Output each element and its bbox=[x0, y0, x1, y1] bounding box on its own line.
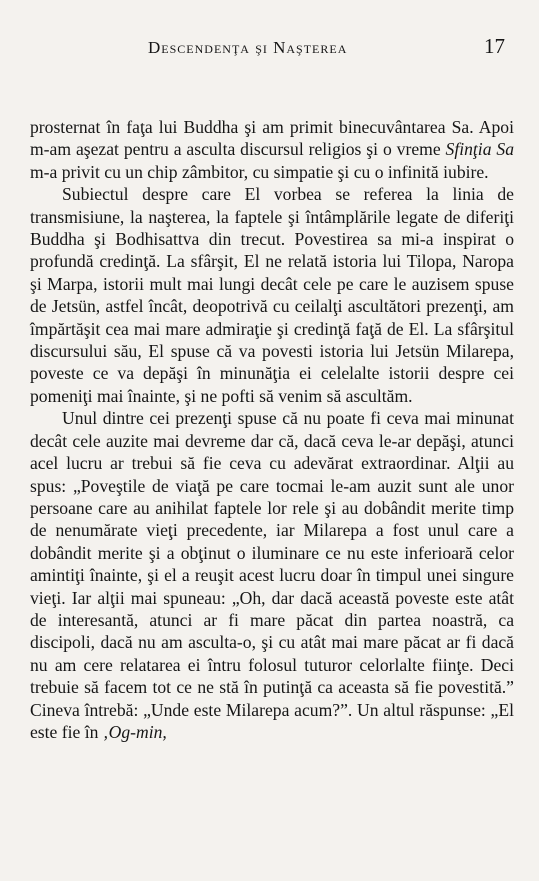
paragraph-1 bbox=[30, 116, 514, 183]
paragraph-2-text: Subiectul despre care El vorbea se referea la linia de transmisiune, la naşterea, la faptele şi întâmplările legate de diferiţi Buddha şi Bodhisattva din trecut. Povestirea sa mi-a inspirat o profundă credinţă. La sfârşit, El ne relată istoria lui Tilopa, Naropa şi Marpa, istorii mult mai lungi decât cele pe care le auzisem spuse de Jetsün, astfel încât, deopotrivă cu ceilalţi ascultători prezenţi, am împărtăşit cea mai mare admiraţie şi credinţă faţă de El. La sfârşitul discursului său, El spuse că va povesti istoria lui Jetsün Milarepa, poveste ce va depăşi în minunăţia ei celelalte istorii despre cei pomeniţi mai înainte, şi ne pofti să venim să ascultăm. bbox=[30, 184, 514, 406]
paragraph-1-italic-title: Sfinţia Sa bbox=[445, 139, 514, 160]
paragraph-1-text-2: m-a privit cu un chip zâmbitor, cu simpatie şi cu o infinită iubire. bbox=[30, 161, 489, 182]
paragraph-3-text: Unul dintre cei prezenţi spuse că nu poate fi ceva mai minunat decât cele auzite mai devreme dar că, dacă ceva le-ar depăşi, atunci acel lucru ar trebui să fie ceva cu adevărat extraordinar. Alţii au spus: „Poveştile de viaţă pe care tocmai le-am auzit sunt ale unor persoane care au anihilat faptele lor rele şi au dobândit merite timp de nenumărate vieţi precedente, iar Milarepa a fost unul care a dobândit merite şi a obţinut o iluminare ce nu este inferioară celor amintiţi înainte, şi el a reuşit acest lucru doar în timpul unei singure vieţi. Iar alţii mai spuneau: „Oh, dar dacă această poveste este atât de interesantă, atunci ar fi mare păcat din partea noastră, ca discipoli, dacă nu am asculta-o, şi cu atât mai mare păcat ar fi dacă nu am cere relatarea ei întru folosul tuturor celorlalte fiinţe. Deci trebuie să facem tot ce ne stă în putinţă ca aceasta să fie povestită.” Cineva întrebă: „Unde este Milarepa acum?”. Un altul răspunse: „El este fie în bbox=[30, 408, 514, 742]
paragraph-3-italic-term: ‚Og-min, bbox=[102, 721, 167, 742]
paragraph-2 bbox=[30, 183, 514, 407]
page-number: 17 bbox=[484, 34, 505, 58]
paragraph-1-text-1: prosternat în faţa lui Buddha şi am primit binecuvântarea Sa. Apoi m-am aşezat pentru a asculta discursul religios şi o vreme bbox=[30, 117, 514, 160]
paragraph-3 bbox=[30, 407, 514, 743]
body-text bbox=[30, 116, 514, 743]
running-title: Descendenţa şi Naşterea bbox=[148, 38, 348, 57]
running-head bbox=[30, 34, 513, 66]
